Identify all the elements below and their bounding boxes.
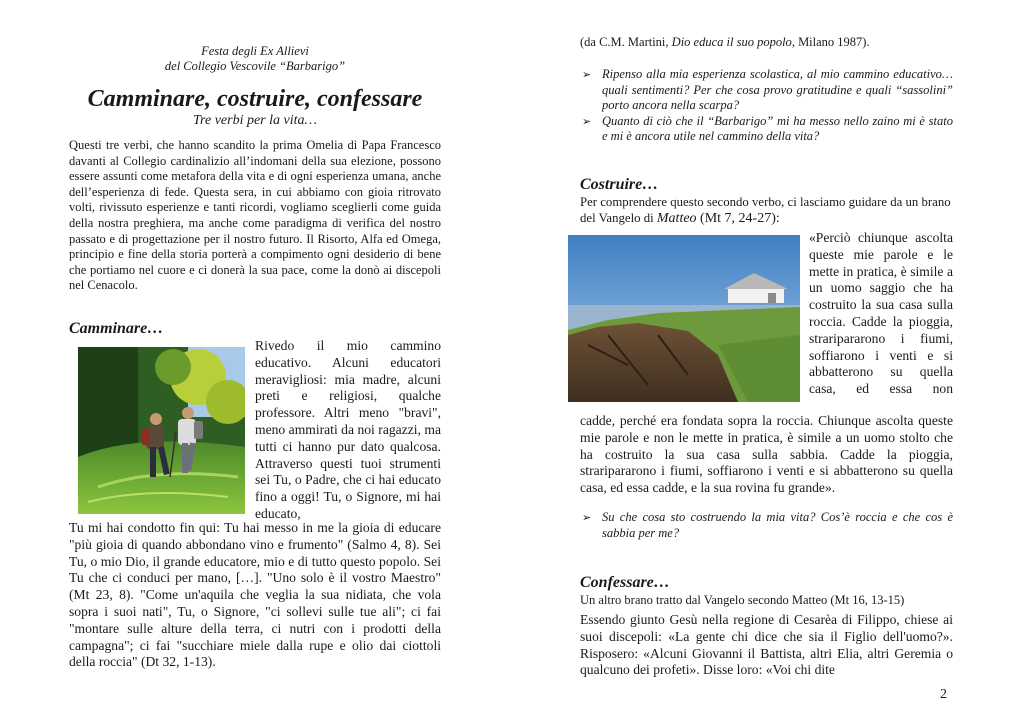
camminare-body-text: Tu mi hai condotto fin qui: Tu hai messo in me la gioia di educare "più gioia di quando abbondano vino e frumento" (Salmo 4, 8). Sei Tu, o mio Dio, il grande educatore, mio e di tutto questo popolo. Sei Tu che ci conduci per mano, […]. "Uno solo è il vostro Maestro" (Mt 23, 8). "Come un'aquila che veglia la sua nidiata, che vola sopra i suoi nati", Tu, o Signore, "ci sollevi sulle tue ali"; ci fai "montare sulle alture della terra, ci nutri con i prodotti della campagna"; ci fai "succhiare miele dalla rupe e olio dai ciottoli della roccia" (Dt 32, 1-13).	[69, 520, 441, 670]
confessare-body-text: Essendo giunto Gesù nella regione di Cesarèa di Filippo, chiese ai suoi discepoli: «La gente chi dice che sia il Figlio dell'uomo?». Risposero: «Alcuni Giovanni il Battista, altri Elia, altri Geremia o qualcuno dei profeti». Disse loro: «Voi chi dite	[580, 612, 953, 678]
section-heading-camminare: Camminare…	[69, 320, 164, 337]
gospel-name: Matteo	[656, 211, 697, 226]
costruire-intro-text: Per comprendere questo secondo verbo, ci lasciamo guidare da un brano del Vangelo di	[580, 195, 951, 225]
list-item-text: Ripenso alla mia esperienza scolastica, al mio cammino educativo… quali sentimenti? Per che cosa provo gratitudine e quali “sassolini” porto ancora nella scarpa?	[602, 67, 953, 113]
page-number: 2	[940, 687, 947, 702]
citation-prefix: (da C.M. Martini,	[580, 35, 672, 49]
reflection-list-1	[580, 67, 953, 145]
hikers-illustration	[78, 347, 245, 514]
list-item	[580, 510, 953, 541]
cliff-house-illustration	[568, 235, 800, 402]
hikers-photo	[78, 347, 245, 514]
event-name: Festa degli Ex Allievi	[201, 44, 309, 58]
list-item-text: Su che cosa sto costruendo la mia vita? Cos’è roccia e che cos è sabbia per me?	[602, 510, 953, 540]
college-name: del Collegio Vescovile “Barbarigo”	[164, 59, 346, 73]
costruire-side-text: «Perciò chiunque ascolta queste mie parole e le mette in pratica, è simile a un uomo saggio che ha costruito la sua casa sulla roccia. Cadde la pioggia, straripararono i fiumi, soffiarono i venti e si abbatterono su quella casa, ed essa non	[809, 230, 953, 397]
camminare-side-text: Rivedo il mio cammino educativo. Alcuni educatori meravigliosi: mia madre, alcuni preti e religiosi, qualche professore. Altri meno "bravi", meno ammirati da noi ragazzi, ma tutti ci hanno pur dato qualcosa. Attraverso questi tuoi strumenti sei Tu, o Padre, che ci hai educato fino a oggi! Tu, o Signore, mi hai educato,	[255, 338, 441, 521]
event-heading	[69, 44, 441, 74]
page-title: Camminare, costruire, confessare	[87, 86, 423, 112]
list-item	[580, 114, 953, 145]
arrow-bullet-icon: ➢	[582, 114, 592, 128]
citation	[580, 35, 953, 50]
list-item	[580, 67, 953, 114]
arrow-bullet-icon: ➢	[582, 68, 592, 81]
page-subtitle: Tre verbi per la vita…	[193, 113, 317, 128]
list-item-text: Quanto di ciò che il “Barbarigo” mi ha messo nello zaino mi è stato e mi è ancora utile nel cammino della vita?	[602, 113, 953, 144]
intro-paragraph: Questi tre verbi, che hanno scandito la prima Omelia di Papa Francesco davanti al Collegio cardinalizio all’indomani della sua elezione, possono essere assunti come metafora della vita e di ogni esperienza umana, anche dell’esperienza di fede. Questa sera, in cui abbiamo con gioia ritrovato volti, rivissuto esperienze e tanti ricordi, vogliamo sceglierli come guida della nostra preghiera, ma anche come paradigma di verifica del nostro passato e di progettazione per il nostro futuro. Il Risorto, Alfa ed Omega, principio e fine della storia porterà a compimento ogni desiderio di bene che portiamo nel cuore e ci donerà la sua pace, come la donò ai discepoli nel Cenacolo.	[69, 138, 441, 293]
costruire-intro	[580, 194, 953, 227]
citation-work: Dio educa il suo popolo	[671, 35, 792, 49]
gospel-reference: (Mt 7, 24-27):	[696, 211, 780, 226]
section-heading-confessare: Confessare…	[580, 574, 670, 591]
section-heading-costruire: Costruire…	[580, 176, 659, 193]
costruire-body-text: cadde, perché era fondata sopra la roccia. Chiunque ascolta queste mie parole e non le mette in pratica, è simile a un uomo stolto che ha costruito la sua casa sulla sabbia. Cadde la pioggia, straripararono i fiumi, soffiarono i venti e si abbatterono su quella casa, ed essa cadde, e la sua rovina fu grande».	[580, 413, 953, 496]
cliff-house-photo	[568, 235, 800, 402]
arrow-bullet-icon: ➢	[582, 511, 592, 524]
reflection-list-2	[580, 510, 953, 541]
confessare-intro: Un altro brano tratto dal Vangelo secondo Matteo (Mt 16, 13-15)	[580, 593, 905, 607]
citation-suffix: , Milano 1987).	[791, 35, 870, 49]
